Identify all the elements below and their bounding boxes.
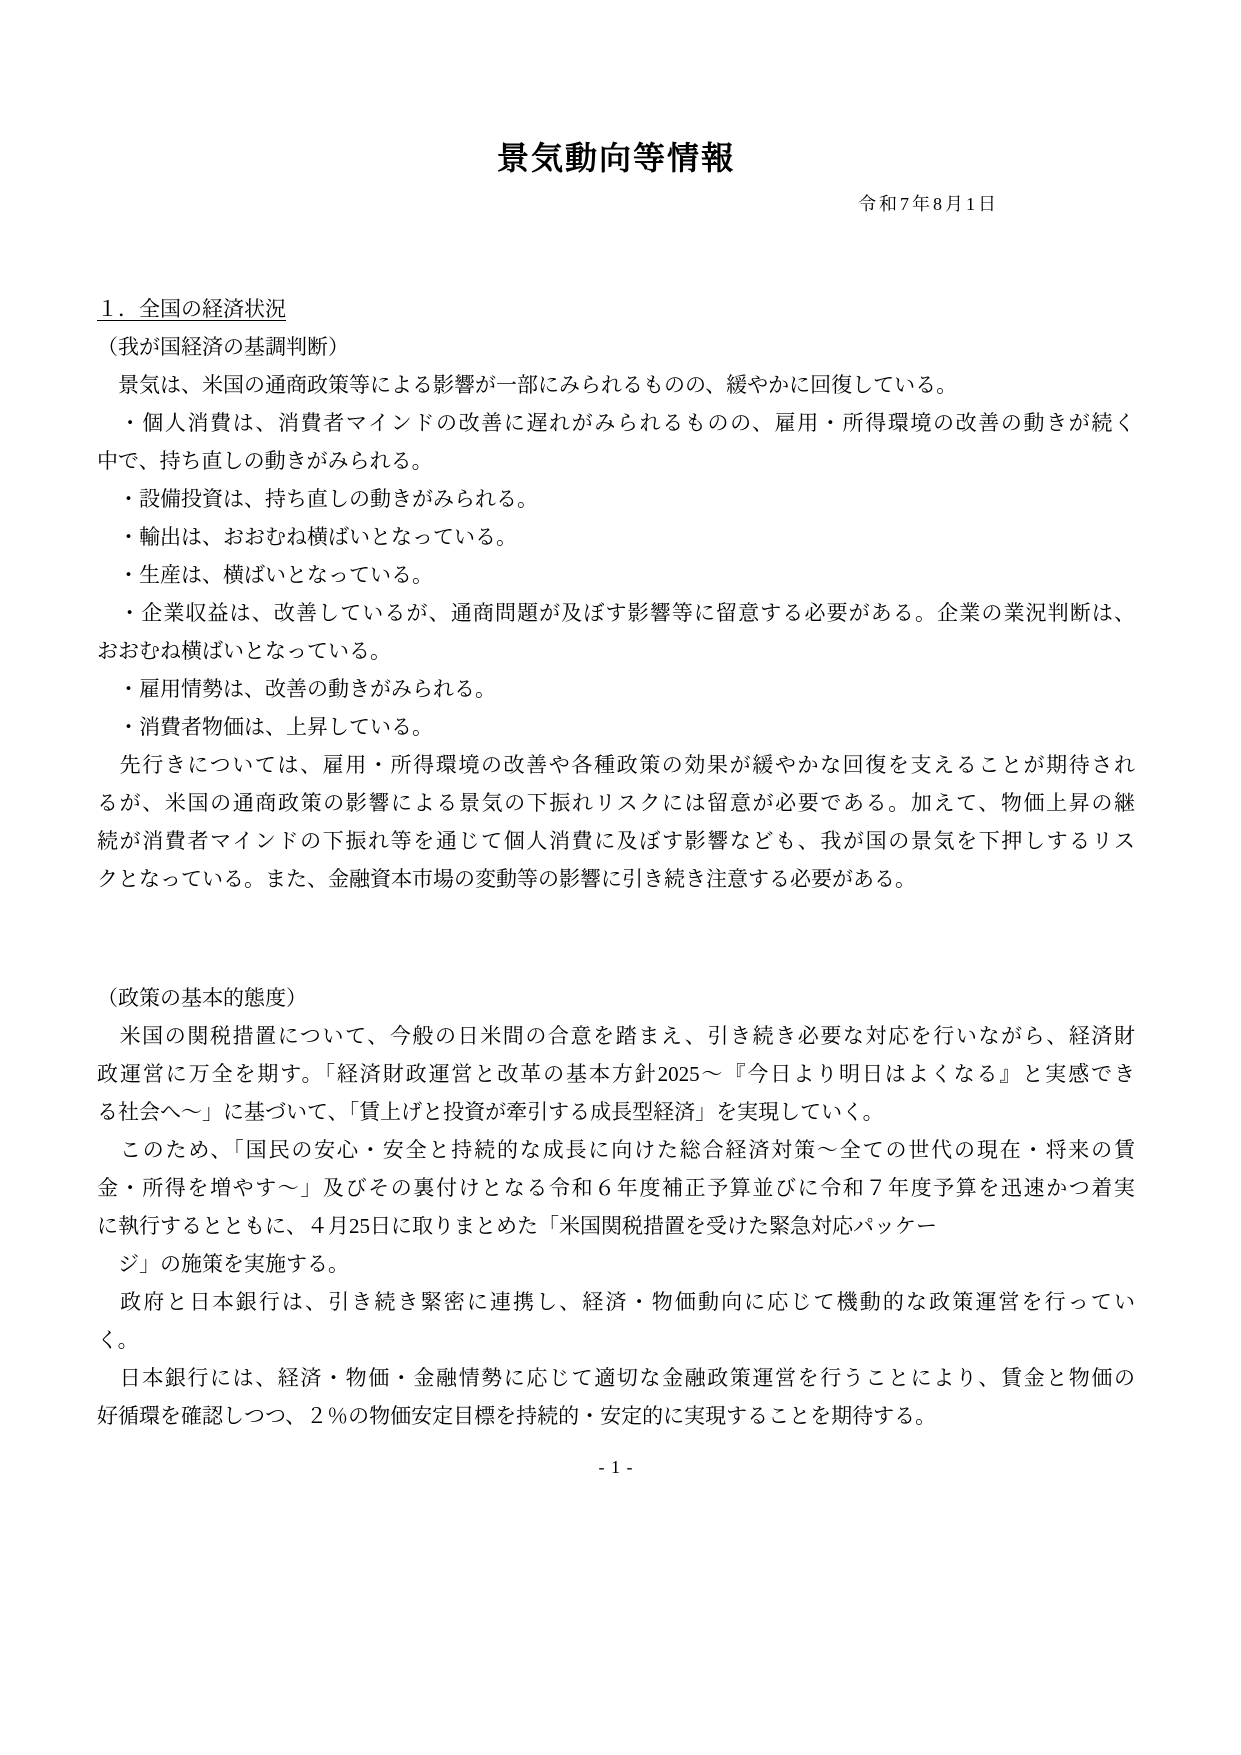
text-line: る社会へ～」に基づいて、「賃上げと投資が牽引する成長型経済」を実現していく。 bbox=[97, 1100, 884, 1124]
text-line: おおむね横ばいとなっている。 bbox=[97, 639, 391, 663]
text-line: 政運営に万全を期す。「経済財政運営と改革の基本方針2025～『今日より明日はよくなる』と実感でき bbox=[97, 1062, 1135, 1086]
text-line: ・生産は、横ばいとなっている。 bbox=[97, 563, 433, 587]
text-line: ・輸出は、おおむね横ばいとなっている。 bbox=[97, 525, 517, 549]
page-number: - 1 - bbox=[598, 1457, 634, 1477]
text-line: ・設備投資は、持ち直しの動きがみられる。 bbox=[97, 487, 538, 511]
document-date: 令和7年8月1日 bbox=[858, 194, 999, 214]
text-line: 米国の関税措置について、今般の日米間の合意を踏まえ、引き続き必要な対応を行いながら、経済財 bbox=[97, 1024, 1135, 1048]
text-line: 先行きについては、雇用・所得環境の改善や各種政策の効果が緩やかな回復を支えることが期待され bbox=[97, 753, 1135, 777]
text-line: 金・所得を増やす～」及びその裏付けとなる令和６年度補正予算並びに令和７年度予算を迅速かつ着実 bbox=[97, 1176, 1135, 1200]
text-line: 中で、持ち直しの動きがみられる。 bbox=[97, 449, 433, 473]
text-line: 景気は、米国の通商政策等による影響が一部にみられるものの、緩やかに回復している。 bbox=[97, 373, 958, 397]
section1-heading: １．全国の経済状況 bbox=[97, 297, 286, 321]
text-line: るが、米国の通商政策の影響による景気の下振れリスクには留意が必要である。加えて、物価上昇の継 bbox=[97, 791, 1135, 815]
text-line: 好循環を確認しつつ、２％の物価安定目標を持続的・安定的に実現することを期待する。 bbox=[97, 1404, 937, 1428]
text-line: 続が消費者マインドの下振れ等を通じて個人消費に及ぼす影響なども、我が国の景気を下押しするリス bbox=[97, 829, 1135, 853]
text-line: に執行するとともに、４月25日に取りまとめた「米国関税措置を受けた緊急対応パッケー bbox=[97, 1214, 937, 1238]
document-title: 景気動向等情報 bbox=[496, 140, 735, 176]
policy-text-block bbox=[97, 1017, 1135, 1435]
policy-subheading: （政策の基本的態度） bbox=[97, 986, 307, 1010]
text-line: ・消費者物価は、上昇している。 bbox=[97, 715, 433, 739]
text-line: ・企業収益は、改善しているが、通商問題が及ぼす影響等に留意する必要がある。企業の業況判断は、 bbox=[97, 601, 1135, 625]
text-line: く。 bbox=[97, 1328, 139, 1352]
text-line: このため、「国民の安心・安全と持続的な成長に向けた総合経済対策～全ての世代の現在・将来の賃 bbox=[97, 1138, 1135, 1162]
text-line: ・個人消費は、消費者マインドの改善に遅れがみられるものの、雇用・所得環境の改善の動きが続く bbox=[97, 411, 1135, 435]
assessment-subheading: （我が国経済の基調判断） bbox=[97, 335, 349, 359]
text-line: ジ」の施策を実施する。 bbox=[97, 1252, 349, 1276]
text-line: 政府と日本銀行は、引き続き緊密に連携し、経済・物価動向に応じて機動的な政策運営を行ってい bbox=[97, 1290, 1135, 1314]
assessment-text-block bbox=[97, 366, 1135, 898]
text-line: 日本銀行には、経済・物価・金融情勢に応じて適切な金融政策運営を行うことにより、賃金と物価の bbox=[97, 1366, 1135, 1390]
text-line: ・雇用情勢は、改善の動きがみられる。 bbox=[97, 677, 496, 701]
text-line: クとなっている。また、金融資本市場の変動等の影響に引き続き注意する必要がある。 bbox=[97, 867, 916, 891]
